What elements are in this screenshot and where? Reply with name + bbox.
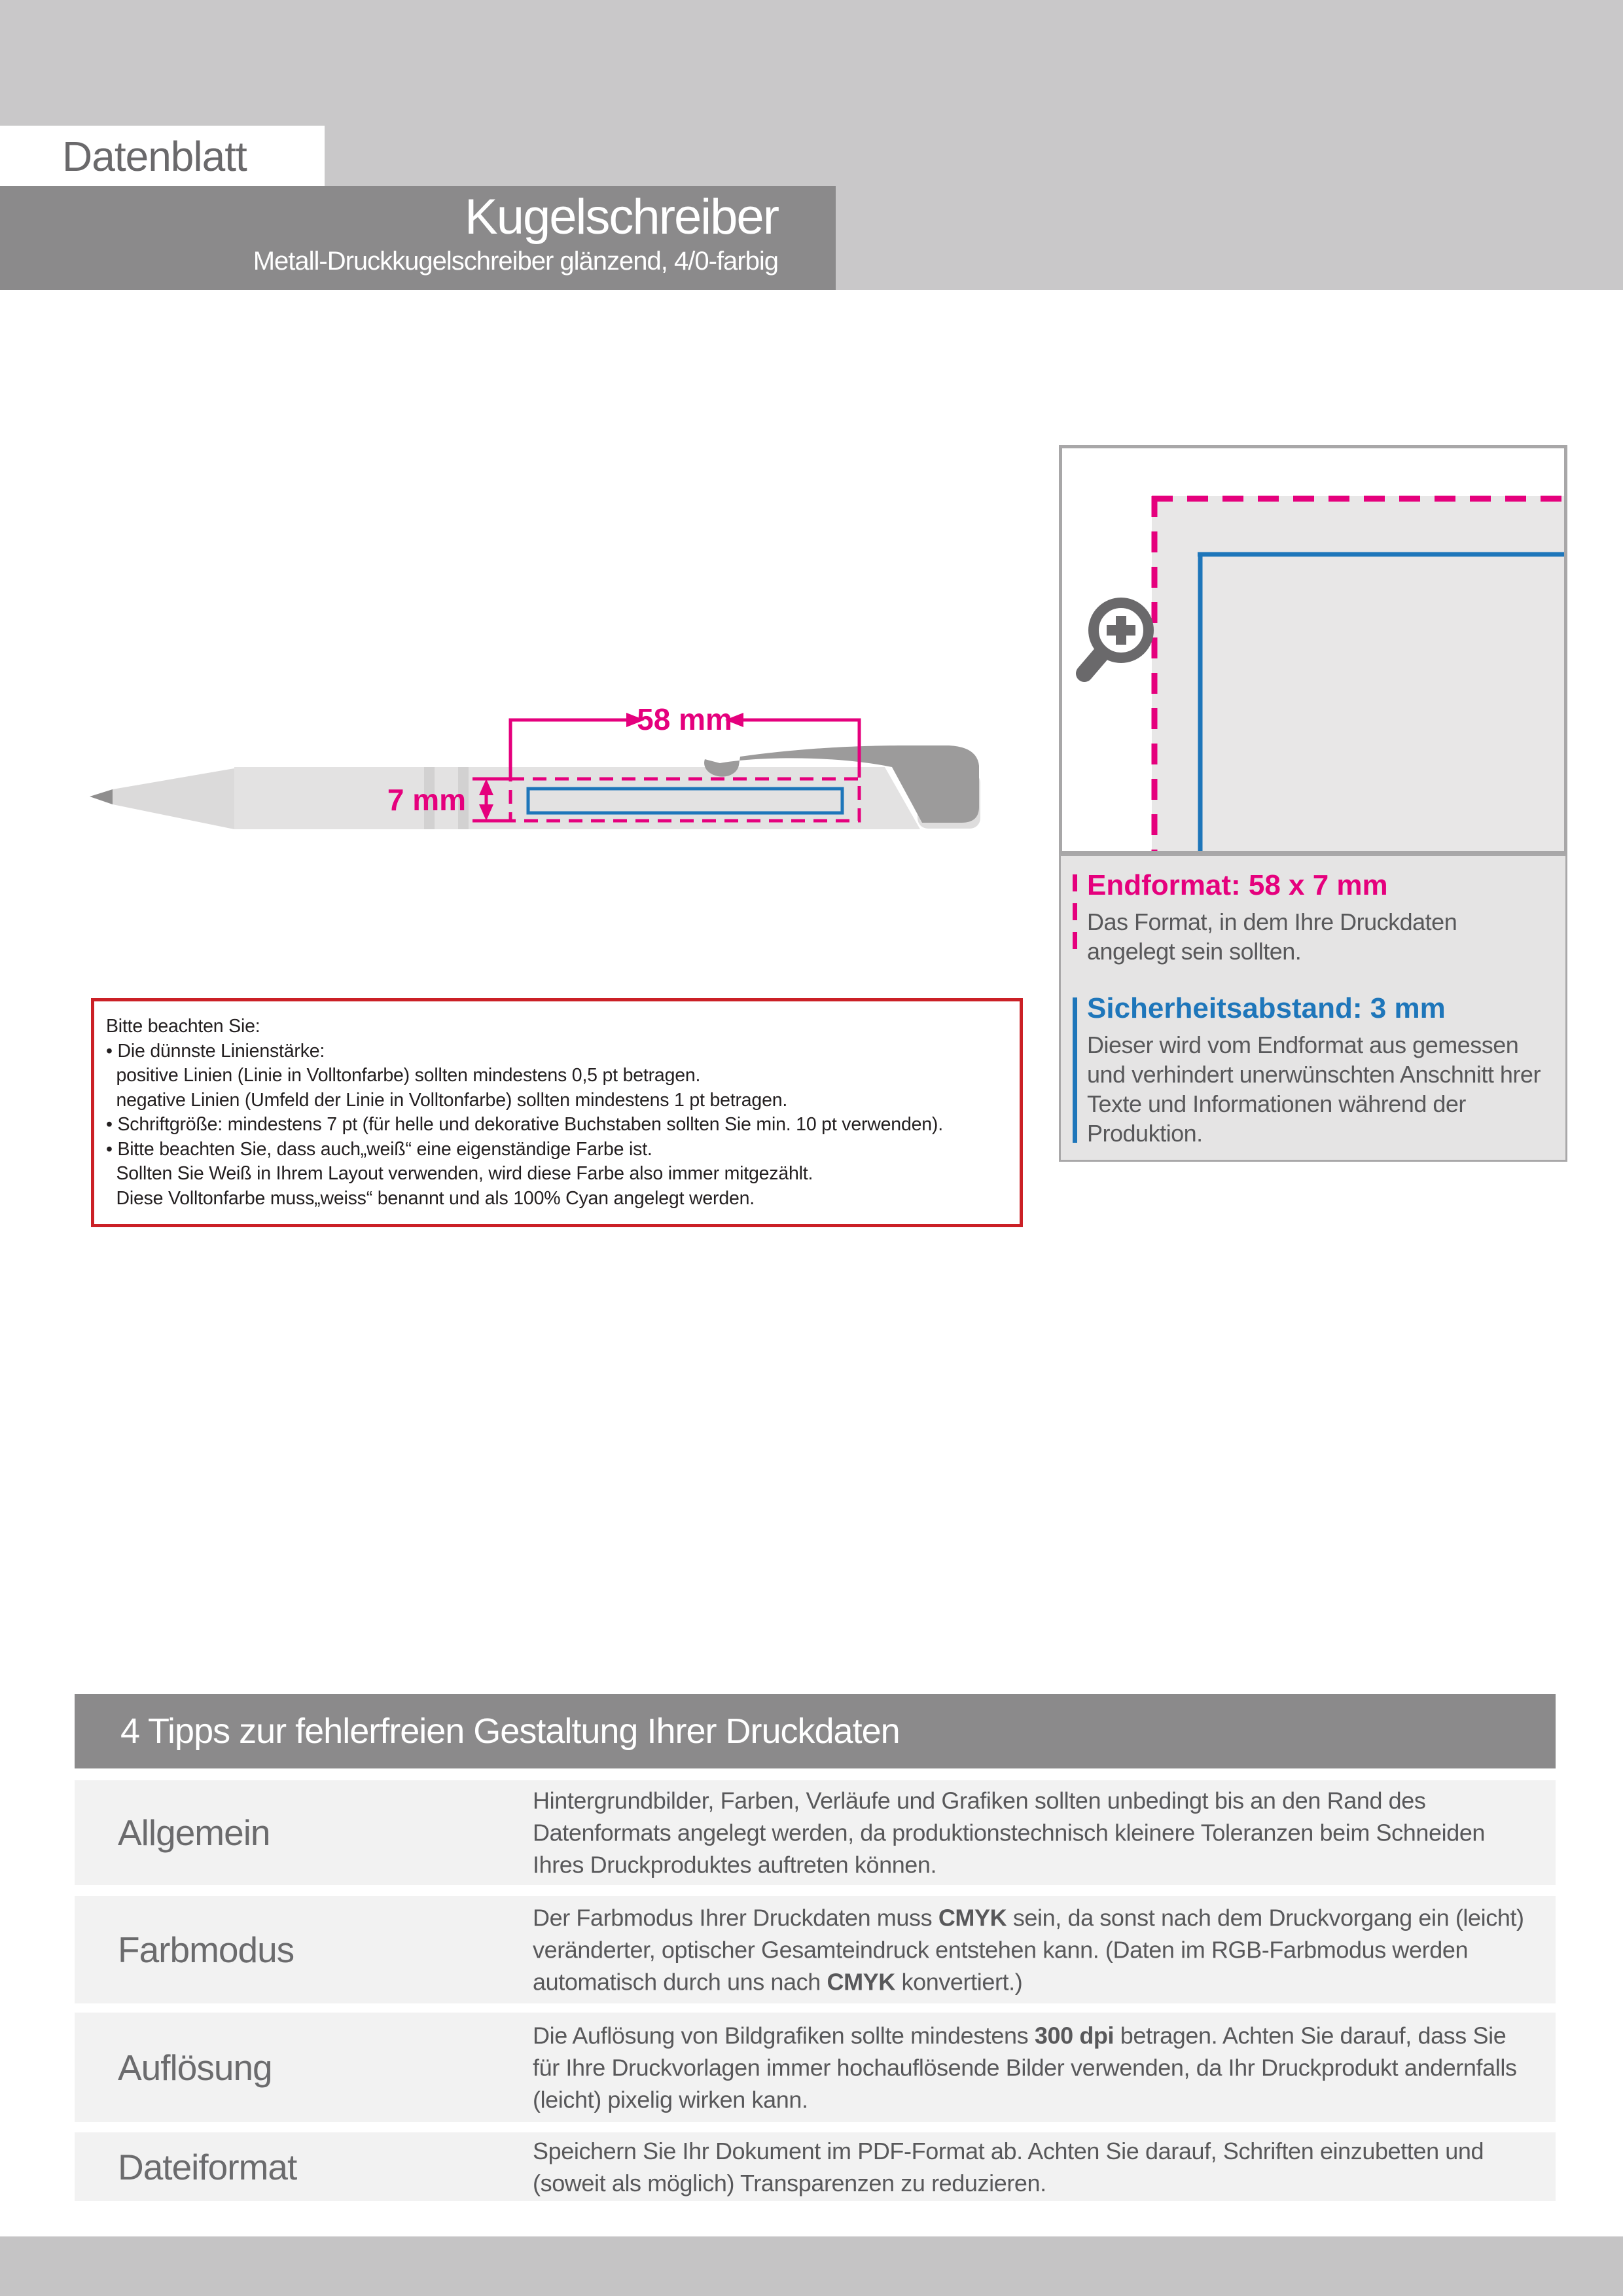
detail-surface bbox=[1152, 496, 1564, 851]
tip-label: Allgemein bbox=[118, 1812, 270, 1853]
endformat-section bbox=[1087, 869, 1545, 966]
tip-body: Speichern Sie Ihr Dokument im PDF-Format ab. Achten Sie darauf, Schriften einzubetten und (soweit als möglich) Transparenzen zu reduzieren. bbox=[533, 2137, 1484, 2197]
tip-body: Der Farbmodus Ihrer Druckdaten muss CMYK sein, da sonst nach dem Druckvorgang ein (leicht) veränderter, optischer Gesamteindruck entstehen kann. (Daten im RGB-Farbmodus werden automatisch durch uns nach CMYK konvertiert.) bbox=[533, 1904, 1524, 1996]
note-line: Sollten Sie Weiß in Ihrem Layout verwenden, wird diese Farbe also immer mitgezählt. bbox=[106, 1163, 813, 1184]
note-line: Bitte beachten Sie: bbox=[106, 1016, 260, 1037]
tip-body: Die Auflösung von Bildgrafiken sollte mindestens 300 dpi betragen. Achten Sie darauf, dass Sie für Ihre Druckvorlagen immer hochauflösende Bilder verwenden, da Ihr Druckprodukt andernfalls (leicht) pixelig wirken kann. bbox=[533, 2022, 1517, 2113]
pen-diagram bbox=[0, 694, 1047, 864]
tips-title: 4 Tipps zur fehlerfreien Gestaltung Ihrer Druckdaten bbox=[120, 1712, 900, 1751]
info-box bbox=[1059, 854, 1567, 1162]
note-line: • Schriftgröße: mindestens 7 pt (für helle und dekorative Buchstaben sollten Sie min. 10 pt verwenden). bbox=[106, 1114, 943, 1135]
product-subtitle: Metall-Druckkugelschreiber glänzend, 4/0-farbig bbox=[253, 247, 778, 276]
datenblatt-box bbox=[0, 126, 325, 187]
endformat-desc: Das Format, in dem Ihre Druckdaten angelegt sein sollten. bbox=[1087, 908, 1457, 965]
tip-label: Dateiformat bbox=[118, 2146, 297, 2187]
page-footer bbox=[0, 2236, 1623, 2296]
tip-row-dateiformat bbox=[75, 2132, 1556, 2201]
endformat-dash-marker bbox=[1073, 874, 1077, 952]
note-line: • Bitte beachten Sie, dass auch„weiß“ eine eigenständige Farbe ist. bbox=[106, 1138, 652, 1160]
note-line: positive Linien (Linie in Volltonfarbe) sollten mindestens 0,5 pt betragen. bbox=[106, 1065, 701, 1086]
dim-height-label: 7 mm bbox=[387, 783, 466, 817]
pen-tip bbox=[90, 789, 113, 804]
magnifier-plus-icon bbox=[1074, 591, 1166, 689]
endformat-heading: Endformat: 58 x 7 mm bbox=[1087, 869, 1388, 901]
tip-row-allgemein bbox=[75, 1780, 1556, 1885]
safety-desc: Dieser wird vom Endformat aus gemessen und verhindert unerwünschten Anschnitt hrer Texte und Informationen während der Produktion. bbox=[1087, 1031, 1541, 1147]
tip-body: Hintergrundbilder, Farben, Verläufe und Grafiken sollten unbedingt bis an den Rand des Datenformats angelegt werden, da produktionstechnisch kleinere Toleranzen beim Schneiden Ihres Druckproduktes auftreten können. bbox=[533, 1787, 1486, 1878]
note-line: • Die dünnste Linienstärke: bbox=[106, 1040, 325, 1062]
tip-label: Auflösung bbox=[118, 2047, 272, 2088]
page-title: Datenblatt bbox=[62, 133, 247, 180]
tip-label: Farbmodus bbox=[118, 1929, 294, 1970]
safety-section bbox=[1087, 992, 1545, 1148]
note-line: negative Linien (Umfeld der Linie in Volltonfarbe) sollten mindestens 1 pt betragen. bbox=[106, 1089, 788, 1111]
safety-heading: Sicherheitsabstand: 3 mm bbox=[1087, 992, 1446, 1024]
tips-header bbox=[75, 1694, 1556, 1768]
note-box bbox=[91, 998, 1023, 1227]
safety-line-marker bbox=[1073, 997, 1077, 1143]
pen-cone bbox=[113, 768, 234, 829]
product-band bbox=[0, 186, 836, 290]
tip-row-farbmodus bbox=[75, 1896, 1556, 2003]
product-title: Kugelschreiber bbox=[465, 189, 778, 245]
note-line: Diese Volltonfarbe muss„weiss“ benannt und als 100% Cyan angelegt werden. bbox=[106, 1187, 755, 1209]
tip-row-aufloesung bbox=[75, 2013, 1556, 2122]
dim-width-label: 58 mm bbox=[637, 702, 732, 736]
zoom-panel bbox=[1059, 445, 1567, 854]
